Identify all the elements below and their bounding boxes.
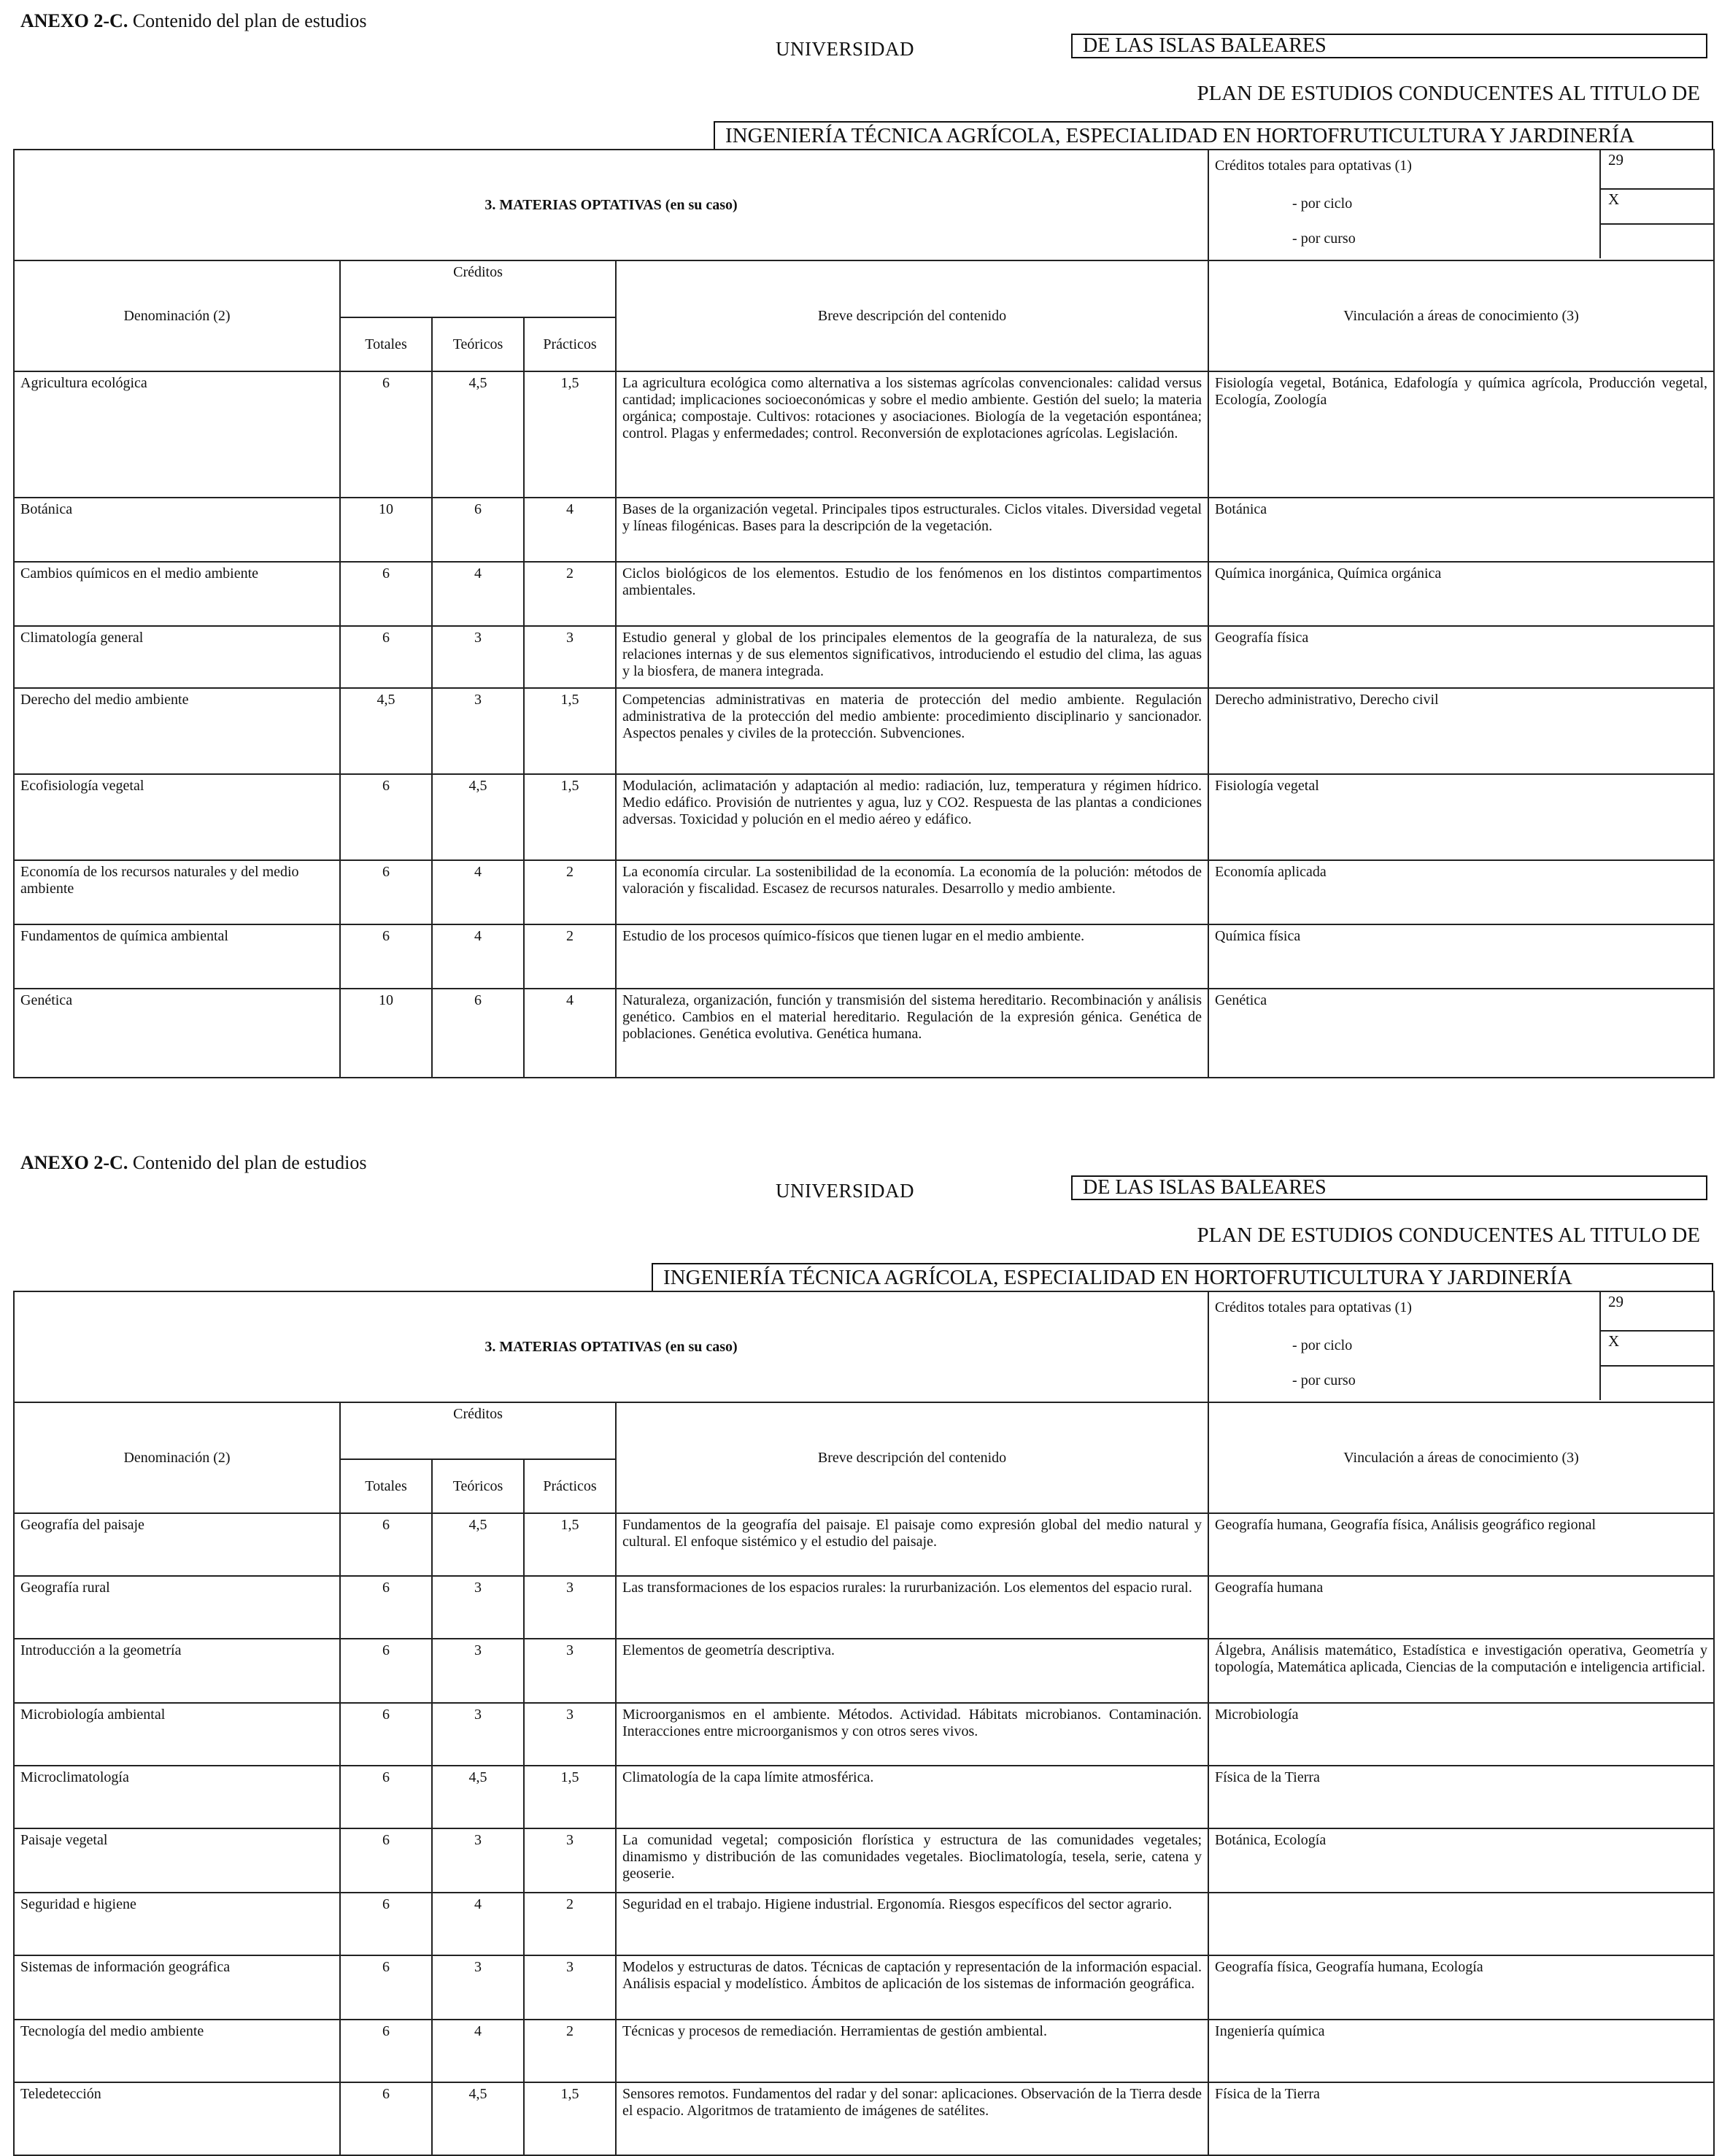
knowledge-areas: Microbiología — [1208, 1703, 1714, 1766]
subject-name: Microclimatología — [14, 1766, 340, 1828]
credits-practice: 2 — [524, 562, 616, 626]
subject-row — [14, 498, 1714, 562]
knowledge-areas: Geografía física, Geografía humana, Ecología — [1208, 1955, 1714, 2020]
col-header-credits: Créditos — [340, 1402, 616, 1459]
credits-total: 6 — [340, 1955, 432, 2020]
subject-name: Botánica — [14, 498, 340, 562]
degree-title-box: INGENIERÍA TÉCNICA AGRÍCOLA, ESPECIALIDAD EN HORTOFRUTICULTURA Y JARDINERÍA — [652, 1263, 1713, 1291]
subject-row — [14, 371, 1714, 498]
subject-description: Bases de la organización vegetal. Principales tipos estructurales. Ciclos vitales. Diversidad vegetal y líneas filogénicas. Bases para la descripción de la vegetación. — [616, 498, 1208, 562]
credits-practice: 3 — [524, 626, 616, 688]
knowledge-areas — [1208, 1893, 1714, 1955]
credits-theory: 3 — [432, 1703, 524, 1766]
degree-title-box: INGENIERÍA TÉCNICA AGRÍCOLA, ESPECIALIDAD EN HORTOFRUTICULTURA Y JARDINERÍA — [714, 121, 1713, 149]
col-header-areas: Vinculación a áreas de conocimiento (3) — [1208, 260, 1714, 371]
credits-summary — [1208, 150, 1714, 260]
annex-heading: ANEXO 2-C. Contenido del plan de estudios — [20, 10, 367, 31]
subject-name: Climatología general — [14, 626, 340, 688]
subject-row — [14, 1766, 1714, 1828]
subject-description: Elementos de geometría descriptiva. — [616, 1639, 1208, 1703]
subject-row — [14, 1639, 1714, 1703]
credits-total: 6 — [340, 860, 432, 924]
subject-description: Seguridad en el trabajo. Higiene industrial. Ergonomía. Riesgos específicos del sector agrario. — [616, 1893, 1208, 1955]
credits-theory: 4,5 — [432, 371, 524, 498]
knowledge-areas: Geografía humana — [1208, 1576, 1714, 1639]
subject-name: Geografía rural — [14, 1576, 340, 1639]
subject-row — [14, 2082, 1714, 2155]
section-title: 3. MATERIAS OPTATIVAS (en su caso) — [14, 150, 1208, 260]
subject-name: Paisaje vegetal — [14, 1828, 340, 1893]
per-course-value — [1599, 1365, 1713, 1400]
subject-name: Agricultura ecológica — [14, 371, 340, 498]
per-course-value — [1599, 223, 1713, 258]
col-header-total: Totales — [340, 1459, 432, 1513]
credits-total: 6 — [340, 2082, 432, 2155]
subject-row — [14, 1955, 1714, 2020]
page2-rows — [14, 1513, 1714, 2155]
subject-row — [14, 1703, 1714, 1766]
section-title: 3. MATERIAS OPTATIVAS (en su caso) — [14, 1291, 1208, 1402]
credits-practice: 2 — [524, 924, 616, 989]
credits-total: 6 — [340, 774, 432, 860]
subject-description: Ciclos biológicos de los elementos. Estudio de los fenómenos en los distintos compartimentos ambientales. — [616, 562, 1208, 626]
subject-description: Modulación, aclimatación y adaptación al medio: radiación, luz, temperatura y régimen hídrico. Medio edáfico. Provisión de nutrientes y agua, luz y CO2. Respuesta de las plantas a condiciones adversas. Toxicidad y polución en el medio aéreo y edáfico. — [616, 774, 1208, 860]
credits-practice: 1,5 — [524, 688, 616, 774]
credits-total: 6 — [340, 626, 432, 688]
subject-description: Fundamentos de la geografía del paisaje. El paisaje como expresión global del medio natural y cultural. El enfoque sistémico y el estudio del paisaje. — [616, 1513, 1208, 1576]
credits-practice: 3 — [524, 1703, 616, 1766]
subject-row — [14, 860, 1714, 924]
credits-theory: 4,5 — [432, 1513, 524, 1576]
subject-row — [14, 562, 1714, 626]
plan-label: PLAN DE ESTUDIOS CONDUCENTES AL TITULO DE — [1197, 1224, 1700, 1247]
credits-theory: 4 — [432, 924, 524, 989]
credits-practice: 3 — [524, 1955, 616, 2020]
credits-practice: 3 — [524, 1639, 616, 1703]
credits-theory: 3 — [432, 626, 524, 688]
subject-row — [14, 1893, 1714, 1955]
col-header-credits: Créditos — [340, 260, 616, 317]
optional-subjects-table — [13, 1291, 1715, 2156]
credits-theory: 3 — [432, 1828, 524, 1893]
credits-total: 10 — [340, 498, 432, 562]
knowledge-areas: Fisiología vegetal — [1208, 774, 1714, 860]
credits-total: 6 — [340, 1576, 432, 1639]
credits-theory: 4 — [432, 860, 524, 924]
credits-practice: 2 — [524, 860, 616, 924]
page1-rows — [14, 371, 1714, 1078]
credits-theory: 4,5 — [432, 2082, 524, 2155]
knowledge-areas: Ingeniería química — [1208, 2020, 1714, 2082]
credits-practice: 3 — [524, 1576, 616, 1639]
annex-heading: ANEXO 2-C. Contenido del plan de estudios — [20, 1152, 367, 1173]
credits-total-label: Créditos totales para optativas (1) — [1215, 1299, 1412, 1315]
subject-description: Técnicas y procesos de remediación. Herramientas de gestión ambiental. — [616, 2020, 1208, 2082]
subject-description: La agricultura ecológica como alternativa a los sistemas agrícolas convencionales: calidad versus cantidad; implicaciones socioeconómicas y sobre el medio ambiente. Gestión del suelo; la materia orgánica; compostaje. Cultivos: rotaciones y asociaciones. Biología de la vegetación espontánea; control. Plagas y enfermedades; control. Reconversión de explotaciones agrícolas. Legislación. — [616, 371, 1208, 498]
credits-total: 6 — [340, 1639, 432, 1703]
credits-practice: 4 — [524, 498, 616, 562]
subject-description: Naturaleza, organización, función y transmisión del sistema hereditario. Recombinación y análisis genético. Cambios en el material hereditario. Regulación de la expresión génica. Genética de poblaciones. Genética evolutiva. Genética humana. — [616, 989, 1208, 1078]
credits-practice: 4 — [524, 989, 616, 1078]
col-header-description: Breve descripción del contenido — [616, 260, 1208, 371]
credits-theory: 4 — [432, 1893, 524, 1955]
credits-total-label: Créditos totales para optativas (1) — [1215, 158, 1412, 174]
subject-name: Derecho del medio ambiente — [14, 688, 340, 774]
per-cycle-value: X — [1599, 1330, 1713, 1365]
credits-theory: 4 — [432, 562, 524, 626]
credits-total: 6 — [340, 371, 432, 498]
col-header-name: Denominación (2) — [14, 260, 340, 371]
credits-total-value: 29 — [1599, 150, 1713, 188]
knowledge-areas: Genética — [1208, 989, 1714, 1078]
col-header-theory: Teóricos — [432, 1459, 524, 1513]
credits-total: 6 — [340, 1893, 432, 1955]
subject-row — [14, 626, 1714, 688]
credits-practice: 1,5 — [524, 2082, 616, 2155]
col-header-practice: Prácticos — [524, 317, 616, 371]
credits-practice: 1,5 — [524, 1766, 616, 1828]
subject-description: La comunidad vegetal; composición florística y estructura de las comunidades vegetales; dinamismo y distribución de las comunidades vegetales. Bioclimatología, tesela, serie, catena y geoserie. — [616, 1828, 1208, 1893]
credits-theory: 3 — [432, 1955, 524, 2020]
subject-name: Teledetección — [14, 2082, 340, 2155]
credits-total: 6 — [340, 1828, 432, 1893]
university-name-box: DE LAS ISLAS BALEARES — [1071, 34, 1707, 58]
subject-description: Modelos y estructuras de datos. Técnicas de captación y representación de la información espacial. Análisis espacial y modelístico. Ámbitos de aplicación de los sistemas de información geográfica. — [616, 1955, 1208, 2020]
col-header-name: Denominación (2) — [14, 1402, 340, 1513]
credits-total: 6 — [340, 924, 432, 989]
subject-row — [14, 924, 1714, 989]
col-header-description: Breve descripción del contenido — [616, 1402, 1208, 1513]
subject-row — [14, 2020, 1714, 2082]
per-course-label: - por curso — [1292, 231, 1356, 247]
knowledge-areas: Economía aplicada — [1208, 860, 1714, 924]
per-cycle-value: X — [1599, 188, 1713, 223]
subject-description: Climatología de la capa límite atmosférica. — [616, 1766, 1208, 1828]
credits-theory: 6 — [432, 498, 524, 562]
plan-label: PLAN DE ESTUDIOS CONDUCENTES AL TITULO DE — [1197, 82, 1700, 105]
knowledge-areas: Geografía física — [1208, 626, 1714, 688]
subject-description: Sensores remotos. Fundamentos del radar y del sonar: aplicaciones. Observación de la Tierra desde el espacio. Algoritmos de tratamiento de imágenes de satélites. — [616, 2082, 1208, 2155]
per-cycle-label: - por ciclo — [1292, 196, 1353, 212]
knowledge-areas: Fisiología vegetal, Botánica, Edafología y química agrícola, Producción vegetal, Ecología, Zoología — [1208, 371, 1714, 498]
subject-description: Estudio de los procesos químico-físicos que tienen lugar en el medio ambiente. — [616, 924, 1208, 989]
knowledge-areas: Física de la Tierra — [1208, 2082, 1714, 2155]
credits-theory: 4,5 — [432, 774, 524, 860]
subject-name: Economía de los recursos naturales y del medio ambiente — [14, 860, 340, 924]
credits-total: 4,5 — [340, 688, 432, 774]
credits-practice: 1,5 — [524, 1513, 616, 1576]
subject-description: Microorganismos en el ambiente. Métodos. Actividad. Hábitats microbianos. Contaminación. Interacciones entre microorganismos y con otros seres vivos. — [616, 1703, 1208, 1766]
subject-name: Sistemas de información geográfica — [14, 1955, 340, 2020]
subject-name: Cambios químicos en el medio ambiente — [14, 562, 340, 626]
subject-row — [14, 774, 1714, 860]
subject-row — [14, 1828, 1714, 1893]
subject-name: Fundamentos de química ambiental — [14, 924, 340, 989]
subject-row — [14, 1513, 1714, 1576]
credits-theory: 4,5 — [432, 1766, 524, 1828]
credits-total: 6 — [340, 562, 432, 626]
credits-theory: 3 — [432, 688, 524, 774]
subject-name: Introducción a la geometría — [14, 1639, 340, 1703]
knowledge-areas: Geografía humana, Geografía física, Análisis geográfico regional — [1208, 1513, 1714, 1576]
subject-name: Ecofisiología vegetal — [14, 774, 340, 860]
per-cycle-label: - por ciclo — [1292, 1337, 1353, 1353]
credits-total-value: 29 — [1599, 1292, 1713, 1330]
credits-practice: 2 — [524, 1893, 616, 1955]
knowledge-areas: Física de la Tierra — [1208, 1766, 1714, 1828]
credits-theory: 6 — [432, 989, 524, 1078]
subject-row — [14, 1576, 1714, 1639]
optional-subjects-table — [13, 149, 1715, 1078]
knowledge-areas: Química física — [1208, 924, 1714, 989]
credits-total: 6 — [340, 1513, 432, 1576]
per-course-label: - por curso — [1292, 1372, 1356, 1388]
subject-row — [14, 989, 1714, 1078]
knowledge-areas: Química inorgánica, Química orgánica — [1208, 562, 1714, 626]
knowledge-areas: Botánica — [1208, 498, 1714, 562]
col-header-theory: Teóricos — [432, 317, 524, 371]
credits-total: 10 — [340, 989, 432, 1078]
subject-description: Estudio general y global de los principales elementos de la geografía de la naturaleza, de sus relaciones internas y de sus elementos significativos, introduciendo el estudio del clima, las aguas y la biosfera, de manera integrada. — [616, 626, 1208, 688]
credits-practice: 2 — [524, 2020, 616, 2082]
subject-description: Las transformaciones de los espacios rurales: la rururbanización. Los elementos del espacio rural. — [616, 1576, 1208, 1639]
subject-name: Tecnología del medio ambiente — [14, 2020, 340, 2082]
subject-row — [14, 688, 1714, 774]
subject-description: Competencias administrativas en materia de protección del medio ambiente. Regulación administrativa de la protección del medio ambiente: procedimiento disciplinario y sancionador. Aspectos penales y civiles de la protección. Subvenciones. — [616, 688, 1208, 774]
university-name-box: DE LAS ISLAS BALEARES — [1071, 1175, 1707, 1200]
credits-practice: 1,5 — [524, 774, 616, 860]
subject-name: Genética — [14, 989, 340, 1078]
knowledge-areas: Derecho administrativo, Derecho civil — [1208, 688, 1714, 774]
university-label: UNIVERSIDAD — [776, 38, 914, 60]
credits-theory: 4 — [432, 2020, 524, 2082]
subject-name: Seguridad e higiene — [14, 1893, 340, 1955]
credits-theory: 3 — [432, 1576, 524, 1639]
col-header-practice: Prácticos — [524, 1459, 616, 1513]
subject-description: La economía circular. La sostenibilidad de la economía. La economía de la polución: métodos de valoración y fiscalidad. Escasez de recursos naturales. Desarrollo y medio ambiente. — [616, 860, 1208, 924]
university-label: UNIVERSIDAD — [776, 1180, 914, 1202]
knowledge-areas: Botánica, Ecología — [1208, 1828, 1714, 1893]
col-header-total: Totales — [340, 317, 432, 371]
knowledge-areas: Álgebra, Análisis matemático, Estadística e investigación operativa, Geometría y topología, Matemática aplicada, Ciencias de la computación e inteligencia artificial. — [1208, 1639, 1714, 1703]
subject-name: Microbiología ambiental — [14, 1703, 340, 1766]
credits-practice: 3 — [524, 1828, 616, 1893]
credits-theory: 3 — [432, 1639, 524, 1703]
subject-name: Geografía del paisaje — [14, 1513, 340, 1576]
credits-total: 6 — [340, 1766, 432, 1828]
credits-practice: 1,5 — [524, 371, 616, 498]
credits-total: 6 — [340, 2020, 432, 2082]
col-header-areas: Vinculación a áreas de conocimiento (3) — [1208, 1402, 1714, 1513]
credits-summary — [1208, 1291, 1714, 1402]
credits-total: 6 — [340, 1703, 432, 1766]
